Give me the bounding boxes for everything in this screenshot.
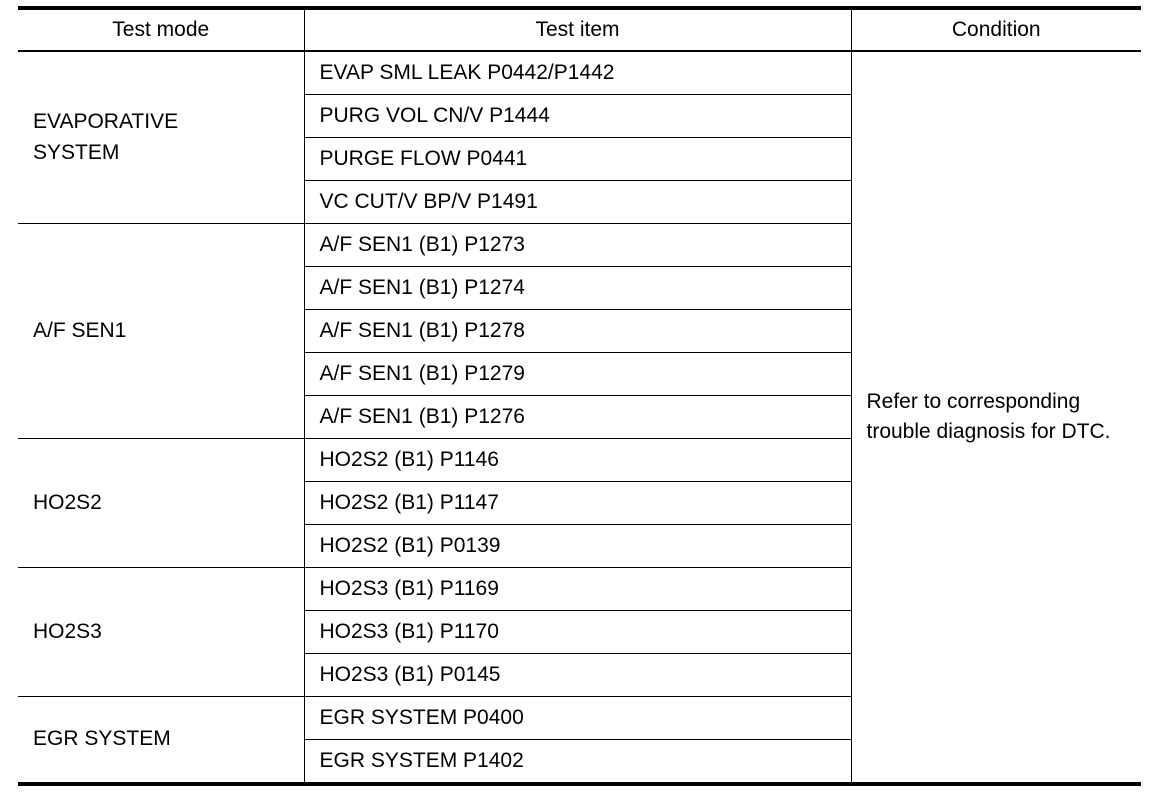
test-item-cell: HO2S2 (B1) P1147: [304, 482, 851, 525]
header-test-mode: Test mode: [18, 8, 304, 51]
test-item-cell: A/F SEN1 (B1) P1274: [304, 267, 851, 310]
dtc-test-table: [18, 6, 1141, 786]
test-mode-cell: A/F SEN1: [18, 224, 304, 439]
test-item-cell: PURGE FLOW P0441: [304, 138, 851, 181]
test-item-cell: A/F SEN1 (B1) P1278: [304, 310, 851, 353]
test-item-cell: VC CUT/V BP/V P1491: [304, 181, 851, 224]
condition-cell: Refer to corresponding trouble diagnosis for DTC.: [851, 51, 1141, 784]
header-row: [18, 8, 1141, 51]
test-item-cell: A/F SEN1 (B1) P1276: [304, 396, 851, 439]
test-item-cell: EGR SYSTEM P1402: [304, 740, 851, 785]
test-item-cell: A/F SEN1 (B1) P1273: [304, 224, 851, 267]
test-mode-cell: HO2S2: [18, 439, 304, 568]
test-item-cell: HO2S3 (B1) P1170: [304, 611, 851, 654]
test-item-cell: EGR SYSTEM P0400: [304, 697, 851, 740]
test-item-cell: PURG VOL CN/V P1444: [304, 95, 851, 138]
test-mode-cell: EGR SYSTEM: [18, 697, 304, 785]
header-condition: Condition: [851, 8, 1141, 51]
test-item-cell: HO2S2 (B1) P0139: [304, 525, 851, 568]
test-item-cell: A/F SEN1 (B1) P1279: [304, 353, 851, 396]
table-row: [18, 51, 1141, 95]
test-item-cell: HO2S3 (B1) P0145: [304, 654, 851, 697]
dtc-test-table-container: [18, 6, 1141, 786]
test-item-cell: HO2S2 (B1) P1146: [304, 439, 851, 482]
test-mode-cell: HO2S3: [18, 568, 304, 697]
test-mode-cell: EVAPORATIVE SYSTEM: [33, 110, 179, 164]
test-item-cell: HO2S3 (B1) P1169: [304, 568, 851, 611]
header-test-item: Test item: [304, 8, 851, 51]
test-item-cell: EVAP SML LEAK P0442/P1442: [304, 51, 851, 95]
